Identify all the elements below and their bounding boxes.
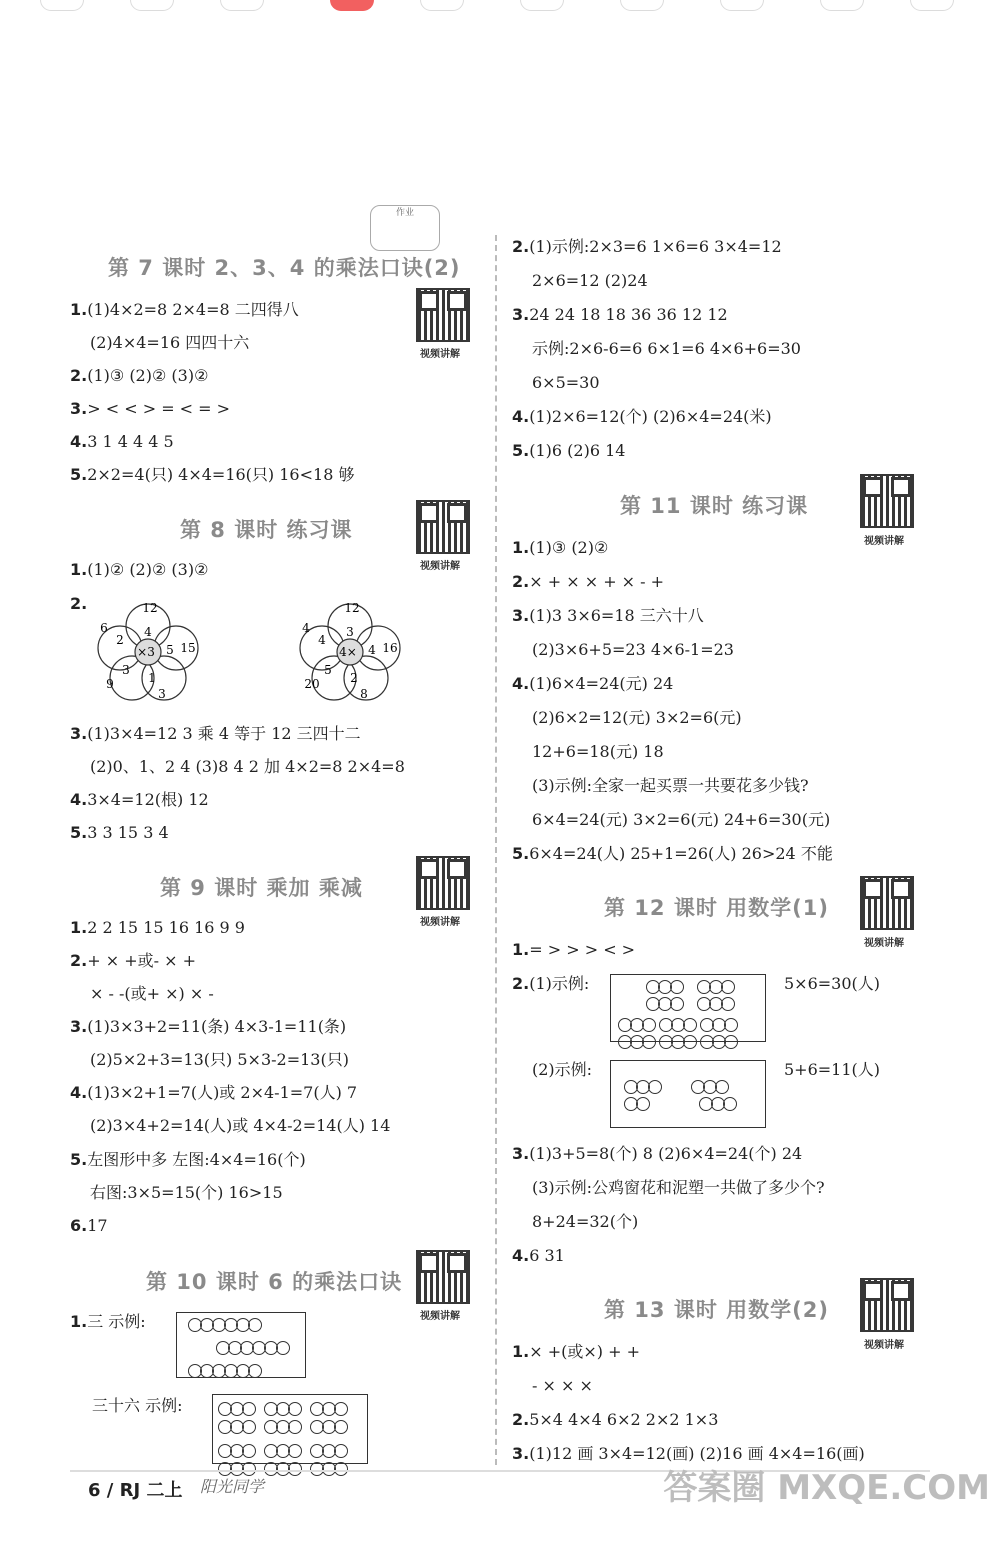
qr-caption: 视频讲解 — [864, 938, 904, 949]
item-number: 4. — [512, 1246, 530, 1265]
flower-diagram-b — [290, 596, 410, 706]
answer-text: (1)4×2=8 2×4=8 二四得八 — [87, 300, 299, 319]
answer-line — [532, 640, 734, 660]
flower-inner: 3 — [122, 663, 130, 677]
item-number: 1. — [70, 300, 88, 319]
answer-line — [70, 1150, 306, 1170]
answer-text: (1)6 (2)6 14 — [529, 441, 626, 460]
top-tab — [420, 0, 464, 11]
qr-caption: 视频讲解 — [420, 561, 460, 572]
flower-inner: 3 — [346, 625, 354, 639]
answer-text: 3 3 15 3 4 — [87, 823, 169, 842]
answer-line — [532, 1376, 593, 1396]
answer-text: > < < > = < = > — [87, 399, 231, 418]
answer-text: 三 示例: — [87, 1312, 146, 1331]
answer-line — [512, 538, 608, 558]
answer-text: (2)5×2+3=13(只) 5×3-2=13(只) — [90, 1050, 349, 1069]
item-number: 3. — [512, 1444, 530, 1463]
flower-inner: 5 — [166, 643, 174, 657]
answer-text: 2×6=12 (2)24 — [532, 271, 648, 290]
answer-line — [784, 974, 880, 994]
item-number: 2. — [512, 1410, 530, 1429]
answer-line — [532, 339, 801, 359]
qr-caption: 视频讲解 — [864, 536, 904, 547]
item-number: 2. — [70, 366, 88, 385]
answer-line — [512, 844, 833, 864]
item-number: 4. — [512, 407, 530, 426]
answer-text: (1)示例: — [529, 974, 590, 993]
item-number: 2. — [512, 974, 530, 993]
answer-text: × +(或×) + + — [529, 1342, 640, 1361]
answer-line — [70, 724, 361, 744]
item-number: 1. — [512, 538, 530, 557]
answer-line — [532, 373, 600, 393]
answer-line — [90, 1183, 283, 1203]
answer-text: - × × × — [532, 1376, 593, 1395]
answer-line — [532, 1178, 825, 1198]
item-number: 1. — [70, 918, 88, 937]
answer-line — [512, 1410, 718, 1430]
answer-line — [70, 300, 299, 320]
item-number: 2. — [512, 572, 530, 591]
answer-line — [90, 984, 214, 1004]
answer-text: (1)2×6=12(个) (2)6×4=24(米) — [529, 407, 772, 426]
column-divider — [495, 235, 497, 1465]
flower-inner: 4 — [318, 633, 326, 647]
answer-text: = > > > < > — [529, 940, 636, 959]
answer-text: (2)4×4=16 四四十六 — [90, 333, 250, 352]
flower-outer: 4 — [302, 621, 310, 635]
flower-outer: 15 — [180, 641, 196, 655]
answer-line — [512, 407, 772, 427]
answer-text: 6×4=24(元) 3×2=6(元) 24+6=30(元) — [532, 810, 831, 829]
answer-text: (1)3 3×6=18 三六十八 — [529, 606, 704, 625]
item-number: 3. — [512, 606, 530, 625]
item-number: 3. — [512, 305, 530, 324]
flower-center: ×3 — [137, 645, 155, 659]
answer-line — [512, 572, 664, 592]
circle-grid-box — [212, 1394, 368, 1464]
answer-text: 5×4 4×4 6×2 2×2 1×3 — [529, 1410, 719, 1429]
answer-text: 5×6=30(人) — [784, 974, 881, 993]
item-number: 5. — [70, 465, 88, 484]
answer-text: 2×2=4(只) 4×4=16(只) 16<18 够 — [87, 465, 355, 484]
answer-line — [512, 1342, 640, 1362]
qr-code-icon[interactable] — [860, 876, 914, 930]
answer-text: 17 — [87, 1216, 108, 1235]
item-number: 4. — [70, 1083, 88, 1102]
flower-outer: 3 — [158, 687, 166, 701]
answer-line — [92, 1396, 182, 1416]
item-number: 1. — [70, 1312, 88, 1331]
answer-line — [532, 810, 830, 830]
answer-line — [70, 465, 354, 485]
flower-inner: 2 — [116, 633, 124, 647]
flower-center: 4× — [339, 645, 357, 659]
answer-line — [512, 1246, 565, 1266]
answer-text: (1)3×4=12 3 乘 4 等于 12 三四十二 — [87, 724, 361, 743]
top-tab — [220, 0, 264, 11]
answer-text: 5+6=11(人) — [784, 1060, 881, 1079]
item-number: 3. — [70, 1017, 88, 1036]
item-number: 2. — [70, 594, 88, 613]
answer-line — [532, 1212, 638, 1232]
answer-text: 8+24=32(个) — [532, 1212, 639, 1231]
answer-line — [90, 1050, 349, 1070]
flower-inner: 4 — [368, 643, 376, 657]
answer-text: (1)③ (2)② — [529, 538, 609, 557]
item-number: 1. — [512, 940, 530, 959]
answer-text: (2)3×4+2=14(人)或 4×4-2=14(人) 14 — [90, 1116, 391, 1135]
section-title-13: 第 13 课时 用数学(2) — [604, 1298, 829, 1322]
section-title-10: 第 10 课时 6 的乘法口诀 — [146, 1270, 403, 1294]
qr-caption: 视频讲解 — [420, 349, 460, 360]
answer-text: + × +或- × + — [87, 951, 197, 970]
watermark — [663, 1460, 990, 1509]
section-title-7: 第 7 课时 2、3、4 的乘法口诀(2) — [108, 256, 461, 280]
answer-line — [512, 606, 704, 626]
answer-text: (3)示例:公鸡窗花和泥塑一共做了多少个? — [532, 1178, 825, 1197]
flower-outer: 12 — [142, 601, 158, 615]
circle-diagram-box — [176, 1312, 306, 1378]
flower-inner: 4 — [144, 625, 152, 639]
section-title-8: 第 8 课时 练习课 — [180, 518, 353, 542]
top-tab — [620, 0, 664, 11]
answer-text: 左图形中多 左图:4×4=16(个) — [87, 1150, 306, 1169]
flower-outer: 12 — [344, 601, 360, 615]
top-tab — [910, 0, 954, 11]
top-tab — [40, 0, 84, 11]
answer-line — [512, 940, 635, 960]
qr-code-icon[interactable] — [416, 288, 470, 342]
item-number: 2. — [70, 951, 88, 970]
answer-line — [70, 790, 209, 810]
answer-text: 右图:3×5=15(个) 16>15 — [90, 1183, 283, 1202]
answer-line — [70, 1017, 346, 1037]
answer-text: 3 1 4 4 4 5 — [87, 432, 174, 451]
flower-outer: 20 — [304, 677, 320, 691]
flower-outer: 16 — [382, 641, 398, 655]
answer-line — [532, 776, 809, 796]
answer-line — [512, 305, 728, 325]
answer-line — [70, 1216, 108, 1236]
top-tab — [720, 0, 764, 11]
section-title-12: 第 12 课时 用数学(1) — [604, 896, 829, 920]
answer-line — [70, 1312, 146, 1332]
answer-text: (1)3+5=8(个) 8 (2)6×4=24(个) 24 — [529, 1144, 803, 1163]
answer-line — [70, 594, 87, 614]
answer-line — [90, 333, 249, 353]
answer-text: 6×5=30 — [532, 373, 600, 392]
answer-line — [70, 366, 208, 386]
answer-line — [70, 432, 174, 452]
answer-line — [532, 271, 648, 291]
answer-line — [70, 918, 245, 938]
answer-text: (2)3×6+5=23 4×6-1=23 — [532, 640, 734, 659]
stamp-text: 作业 — [395, 208, 414, 218]
item-number: 4. — [70, 790, 88, 809]
answer-text: 6 31 — [529, 1246, 565, 1265]
qr-caption: 视频讲解 — [420, 917, 460, 928]
answer-line — [512, 441, 625, 461]
item-number: 2. — [512, 237, 530, 256]
section-title-11: 第 11 课时 练习课 — [620, 494, 809, 518]
flower-outer: 9 — [106, 677, 114, 691]
qr-code-icon[interactable] — [860, 474, 914, 528]
item-number: 1. — [512, 1342, 530, 1361]
flower-inner: 5 — [324, 663, 332, 677]
answer-text: (1)12 画 3×4=12(画) (2)16 画 4×4=16(画) — [529, 1444, 865, 1463]
answer-line — [532, 1060, 592, 1080]
item-number: 5. — [70, 823, 88, 842]
item-number: 5. — [70, 1150, 88, 1169]
group-diagram-box — [610, 1060, 766, 1128]
answer-text: 6×4=24(人) 25+1=26(人) 26>24 不能 — [529, 844, 833, 863]
answer-line — [70, 399, 230, 419]
answer-line — [70, 823, 169, 843]
answer-text: (1)3×2+1=7(人)或 2×4-1=7(人) 7 — [87, 1083, 358, 1102]
answer-line — [70, 951, 196, 971]
section-title-9: 第 9 课时 乘加 乘减 — [160, 876, 363, 900]
answer-line — [532, 742, 664, 762]
answer-text: 24 24 18 18 36 36 12 12 — [529, 305, 728, 324]
answer-line — [90, 757, 405, 777]
brand-logo: 阳光同学 — [200, 1477, 265, 1496]
item-number: 5. — [512, 441, 530, 460]
answer-line — [512, 674, 673, 694]
item-number: 4. — [70, 432, 88, 451]
qr-caption: 视频讲解 — [864, 1340, 904, 1351]
item-number: 3. — [70, 724, 88, 743]
top-tab — [820, 0, 864, 11]
flower-outer: 6 — [100, 621, 108, 635]
answer-line — [532, 708, 742, 728]
answer-line — [512, 974, 589, 994]
answer-text: (1)3×3+2=11(条) 4×3-1=11(条) — [87, 1017, 347, 1036]
item-number: 6. — [70, 1216, 88, 1235]
answer-text: (2)0、1、2 4 (3)8 4 2 加 4×2=8 2×4=8 — [90, 757, 405, 776]
answer-line — [90, 1116, 390, 1136]
page-footer: 6 / RJ 二上 — [88, 1480, 183, 1501]
item-number: 5. — [512, 844, 530, 863]
qr-caption: 视频讲解 — [420, 1311, 460, 1322]
answer-line — [512, 237, 782, 257]
flower-diagram-a — [88, 596, 208, 706]
item-number: 3. — [512, 1144, 530, 1163]
qr-code-icon[interactable] — [416, 500, 470, 554]
answer-text: (3)示例:全家一起买票一共要花多少钱? — [532, 776, 809, 795]
answer-line — [784, 1060, 880, 1080]
answer-text: (1)② (2)② (3)② — [87, 560, 209, 579]
qr-code-icon[interactable] — [416, 1250, 470, 1304]
answer-text: 3×4=12(根) 12 — [87, 790, 209, 809]
answer-text: × + × × + × - + — [529, 572, 665, 591]
item-number: 3. — [70, 399, 88, 418]
flower-inner: 2 — [350, 671, 358, 685]
item-number: 4. — [512, 674, 530, 693]
answer-text: (2)6×2=12(元) 3×2=6(元) — [532, 708, 742, 727]
top-tab-active — [330, 0, 374, 11]
answer-line — [70, 1083, 357, 1103]
qr-code-icon[interactable] — [416, 856, 470, 910]
answer-text: × - -(或+ ×) × - — [90, 984, 214, 1003]
answer-text: (1)6×4=24(元) 24 — [529, 674, 674, 693]
flower-inner: 1 — [148, 671, 156, 685]
answer-line — [70, 560, 208, 580]
top-tab — [130, 0, 174, 11]
answer-text: 三十六 示例: — [92, 1396, 183, 1415]
stamp — [370, 205, 440, 251]
flower-outer: 8 — [360, 687, 368, 701]
answer-text: (2)示例: — [532, 1060, 593, 1079]
item-number: 1. — [70, 560, 88, 579]
qr-code-icon[interactable] — [860, 1278, 914, 1332]
answer-text: (1)③ (2)② (3)② — [87, 366, 209, 385]
answer-text: 示例:2×6-6=6 6×1=6 4×6+6=30 — [532, 339, 801, 358]
answer-text: 12+6=18(元) 18 — [532, 742, 664, 761]
top-tab — [520, 0, 564, 11]
answer-text: (1)示例:2×3=6 1×6=6 3×4=12 — [529, 237, 782, 256]
answer-text: 2 2 15 15 16 16 9 9 — [87, 918, 245, 937]
group-diagram-box — [610, 974, 766, 1042]
watermark-text: 答案圈 MXQE.COM — [663, 1468, 990, 1508]
answer-line — [512, 1144, 802, 1164]
